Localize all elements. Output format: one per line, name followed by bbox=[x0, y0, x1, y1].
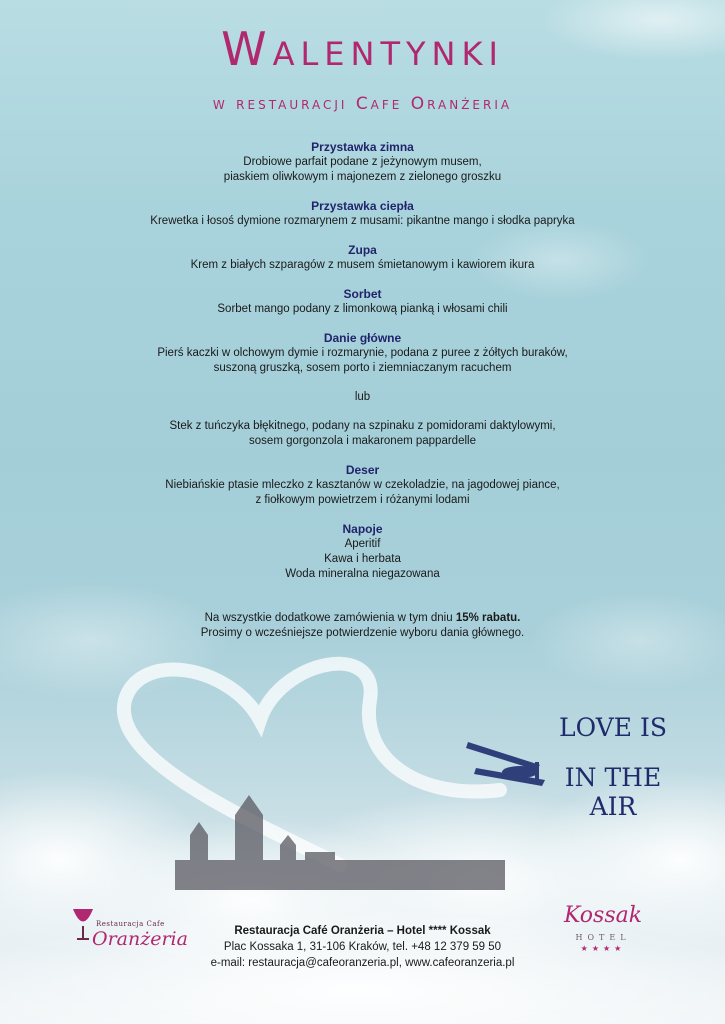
section-heading: Przystawka ciepła bbox=[311, 199, 414, 213]
page-title: Walentynki bbox=[221, 22, 504, 76]
star-rating-icon: ★★★★ bbox=[580, 944, 626, 953]
dish-line: Stek z tuńczyka błękitnego, podany na szpinaku z pomidorami daktylowymi, bbox=[169, 420, 556, 432]
drink-line: Aperitif bbox=[344, 538, 381, 550]
dish-line: Pierś kaczki w olchowym dymie i rozmarynie, podana z puree z żółtych buraków, bbox=[157, 347, 568, 359]
kossak-hotel-logo bbox=[548, 903, 658, 973]
or-separator: lub bbox=[354, 391, 371, 403]
slogan-line-1: LOVE IS bbox=[559, 713, 667, 742]
logo-hotel-text: HOTEL bbox=[575, 933, 631, 942]
logo-big-text: Kossak bbox=[563, 903, 643, 928]
section-heading: Zupa bbox=[348, 243, 377, 257]
dish-line: z fiołkowym powietrzem i różanymi lodami bbox=[255, 494, 470, 506]
logo-big-text: Oranżeria bbox=[92, 928, 188, 950]
menu-section-warm-starter bbox=[60, 199, 665, 229]
section-heading: Przystawka zimna bbox=[311, 140, 414, 154]
dish-line: suszoną gruszką, sosem porto i ziemniaczanym racuchem bbox=[213, 362, 512, 374]
menu-section-main-course bbox=[60, 331, 665, 449]
section-heading: Sorbet bbox=[343, 287, 382, 301]
note-text: Prosimy o wcześniejsze potwierdzenie wyboru dania głównego. bbox=[200, 627, 525, 639]
discount-value: 15% rabatu. bbox=[455, 612, 521, 624]
menu-section-dessert bbox=[60, 463, 665, 508]
address-text: Plac Kossaka 1, 31-106 Kraków, tel. +48 12 379 59 50 bbox=[223, 941, 502, 953]
section-heading: Deser bbox=[345, 463, 380, 477]
footer-contact bbox=[160, 923, 565, 971]
discount-note bbox=[60, 611, 665, 641]
note-text: Na wszystkie dodatkowe zamówienia w tym dniu bbox=[204, 612, 456, 624]
dish-line: Niebiańskie ptasie mleczko z kasztanów w czekoladzie, na jagodowej piance, bbox=[165, 479, 560, 491]
section-heading: Danie główne bbox=[323, 331, 402, 345]
menu-section-drinks bbox=[60, 522, 665, 582]
dish-line: Sorbet mango podany z limonkową pianką i włosami chili bbox=[217, 303, 508, 315]
drink-line: Woda mineralna niegazowana bbox=[285, 568, 440, 580]
section-heading: Napoje bbox=[342, 522, 383, 536]
logo-small-text: Restauracja Cafe bbox=[96, 920, 165, 928]
dish-line: Krem z białych szparagów z musem śmietanowym i kawiorem ikura bbox=[190, 259, 535, 271]
drink-line: Kawa i herbata bbox=[324, 553, 401, 565]
dish-line: Drobiowe parfait podane z jeżynowym musem, bbox=[243, 156, 482, 168]
menu-list bbox=[60, 140, 665, 596]
menu-section-soup bbox=[60, 243, 665, 273]
dish-line: Krewetka i łosoś dymione rozmarynem z musami: pikantne mango i słodka papryka bbox=[150, 215, 575, 227]
slogan-line-2: IN THE AIR bbox=[564, 763, 662, 821]
menu-section-sorbet bbox=[60, 287, 665, 317]
page-subtitle: w restauracji Cafe Oranżeria bbox=[212, 94, 513, 114]
biplane-icon bbox=[466, 742, 545, 786]
dish-line: sosem gorgonzola i makaronem pappardelle bbox=[249, 435, 476, 447]
menu-section-cold-starter bbox=[60, 140, 665, 185]
dish-line: piaskiem oliwkowym i majonezem z zielonego groszku bbox=[223, 171, 502, 183]
restaurant-name: Restauracja Café Oranżeria – Hotel **** Kossak bbox=[234, 925, 491, 937]
contact-text: e-mail: restauracja@cafeoranzeria.pl, www.cafeoranzeria.pl bbox=[210, 957, 515, 969]
